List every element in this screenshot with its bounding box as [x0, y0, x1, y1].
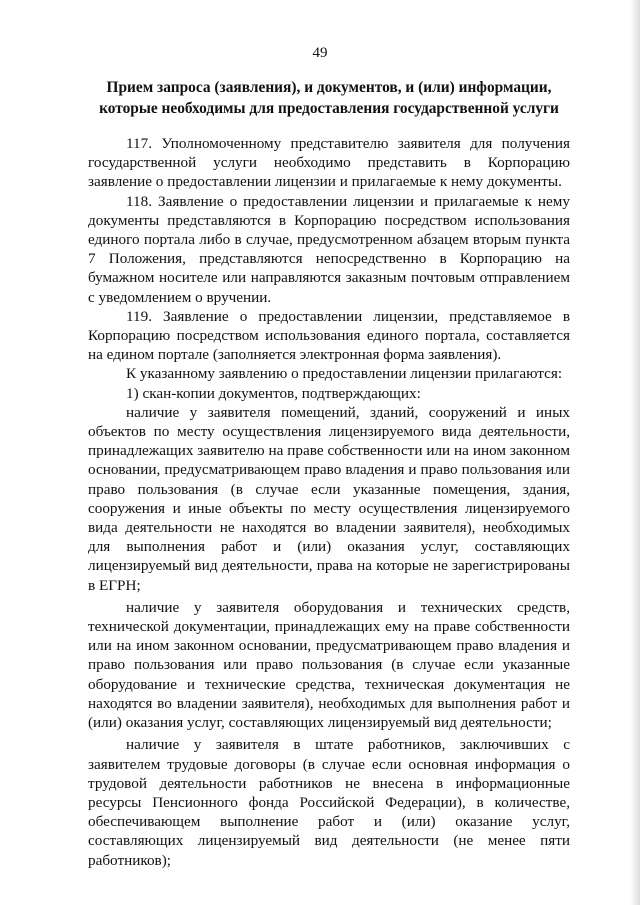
paragraph-equipment: наличие у заявителя оборудования и технических средств, технической документации, принадлежащих ему на праве собственности или на ином законном основании, предусматривающем право владения и право пользования или право пользования (в случае если указанные оборудование и технические средства, техническая документация не находятся во владении заявителя), необходимых для выполнения работ и (или) оказания услуг, составляющих лицензируемый вид деятельности; — [88, 598, 570, 732]
paragraph-staff: наличие у заявителя в штате работников, заключивших с заявителем трудовые договоры (в случае если основная информация о трудовой деятельности работников не внесена в информационные ресурсы Пенсионного фонда Российской Федерации), в количестве, обеспечивающем выполнение работ и (или) оказание услуг, составляющих лицензируемый вид деятельности (не менее пяти работников); — [88, 736, 570, 869]
section-heading-line-2: которые необходимы для предоставления государственной услуги — [99, 100, 559, 117]
page-number: 49 — [312, 45, 328, 61]
section-heading — [88, 77, 570, 119]
scan-edge-shadow — [630, 0, 640, 905]
body-text — [88, 134, 570, 870]
paragraph-119: 119. Заявление о предоставлении лицензии, представляемое в Корпорацию посредством использования единого портала, составляется на едином портале (заполняется электронная форма заявления). — [88, 307, 570, 364]
paragraph-premises: наличие у заявителя помещений, зданий, сооружений и иных объектов по месту осуществления лицензируемого вида деятельности, принадлежащих заявителю на праве собственности или на ином законном основании, предусматривающем право владения и право пользования или право пользования (в случае если указанные помещения, здания, сооружения и иные объекты по месту осуществления лицензируемого вида деятельности не находятся во владении заявителя), необходимых для выполнения работ и (или) оказания услуг, составляющих лицензируемый вид деятельности, права на которые не зарегистрированы в ЕГРН; — [88, 403, 570, 594]
section-heading-line-1: Прием запроса (заявления), и документов, и (или) информации, — [106, 79, 552, 96]
paragraph-item-1: 1) скан-копии документов, подтверждающих: — [126, 384, 421, 402]
paragraph-118: 118. Заявление о предоставлении лицензии и прилагаемые к нему документы представляются в Корпорацию посредством использования единого портала либо в случае, предусмотренном абзацем вторым пункта 7 Положения, представляются непосредственно в Корпорацию на бумажном носителе или направляются заказным почтовым отправлением с уведомлением о вручении. — [88, 192, 570, 306]
paragraph-attachments-intro: К указанному заявлению о предоставлении лицензии прилагаются: — [126, 365, 563, 383]
paragraph-117: 117. Уполномоченному представителю заявителя для получения государственной услуги необходимо представить в Корпорацию заявление о предоставлении лицензии и прилагаемые к нему документы. — [88, 135, 570, 191]
